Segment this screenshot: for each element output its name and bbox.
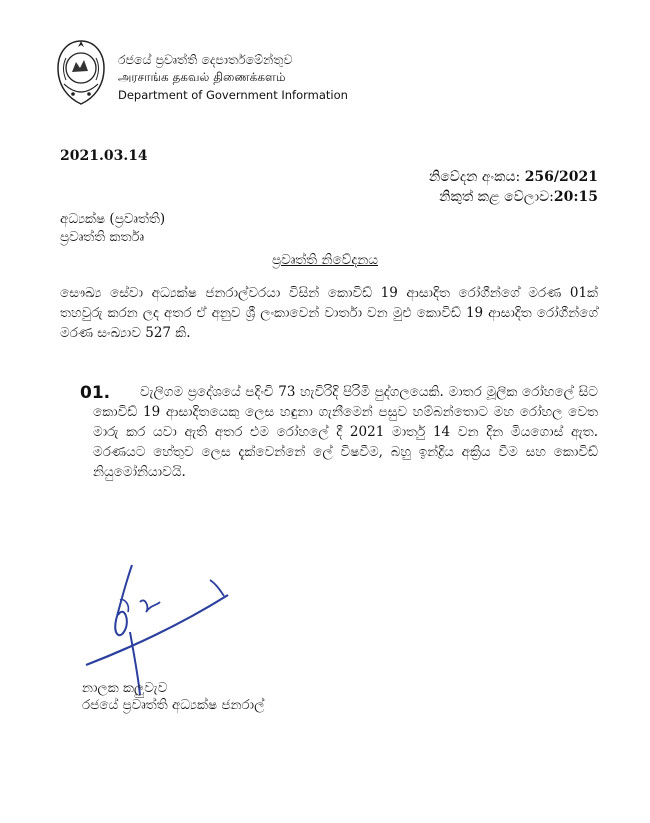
sri-lanka-emblem-icon [52,38,110,108]
signer-name: නාලක කලුවැව [82,680,168,696]
subject-text: ප්‍රවෘත්ති නිවේදනය [271,252,379,268]
signer-title: රජයේ ප්‍රවෘත්ති අධ්‍යක්ෂ ජනරාල් [82,697,265,713]
addressee-line-2: ප්‍රවෘත්ති කර්තෘ [60,229,145,245]
release-time-line [429,187,598,207]
release-date: 2021.03.14 [60,148,148,164]
handwritten-signature-icon [80,560,250,700]
subject-heading [0,252,650,268]
release-time-value: 20:15 [553,189,598,205]
release-number-label: නිවේදන අංකය: [428,169,525,185]
addressee-line-1: අධ්‍යක්ෂ (ප්‍රවෘත්ති) [60,211,166,227]
letterhead [52,38,352,110]
item-text: වැලිගම ප්‍රදේශයේ පදිංචි 73 හැවිරිදි පිරිමි පුද්ගලයෙකි. මාතර මූලික රෝහලේ සිට කොවිඩ් 19 ආසාදිතයෙකු ලෙස හඳුනා ගැනීමෙන් පසුව හම්බන්තොට මහ රෝහල වෙත මාරු කර යවා ඇති අතර එම රෝහලේ දී 2021 මාර්තු 14 වන දින මියගොස් ඇත. මරණයට හේතුව ලෙස දැක්වෙන්නේ ලේ විෂවීම, බහු ඉන්ද්‍රිය අක්‍රිය වීම සහ කොවිඩ් නියුමෝනියාවයි. [93,384,598,480]
release-number-value: 256/2021 [524,169,598,185]
addressee-block [60,210,165,246]
org-name-english: Department of Government Information [118,88,348,102]
release-time-label: නිකුත් කළ වේලාව: [439,189,554,205]
org-name-sinhala: රජයේ ප්‍රවෘත්ති දෙපාර්තමේන්තුව [118,52,293,67]
reference-block [429,167,598,207]
intro-paragraph: සෞඛ්‍ය සේවා අධ්‍යක්ෂ ජනරාල්වරයා විසින් කොවිඩ් 19 ආසාදිත රෝගීන්ගේ මරණ 01ක් තහවුරු කරන ලද අතර ඒ අනුව ශ්‍රී ලංකාවෙන් වාර්තා වන මුළු කොවිඩ් 19 ආසාදිත රෝගීන්ගේ මරණ සංඛ්‍යාව 527 කි. [60,285,598,341]
item-number: 01. [80,383,111,403]
release-number-line [429,167,598,187]
org-name-tamil: அரசாங்க தகவல் திணைக்களம் [118,70,286,84]
